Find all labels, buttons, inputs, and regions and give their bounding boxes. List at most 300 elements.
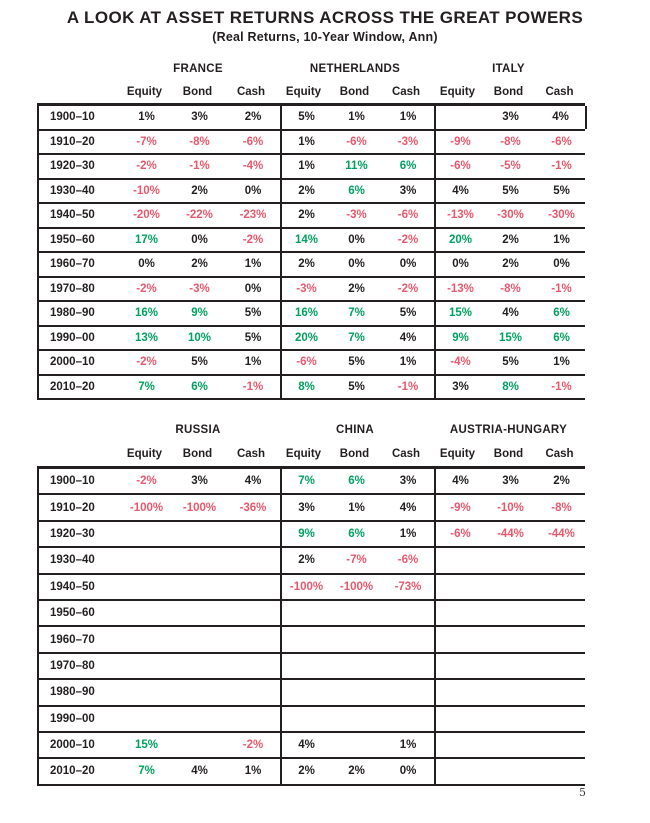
value-cell: [280, 707, 331, 731]
value-cell: -2%: [397, 233, 419, 246]
row-label: 1980–90: [50, 686, 95, 699]
value-cell: -8%: [500, 135, 521, 148]
row-label: 1920–30: [50, 160, 95, 173]
value-cell: [536, 680, 587, 704]
value-cell: [226, 575, 280, 599]
table-row: [39, 469, 585, 495]
value-cell: 4%: [399, 501, 417, 514]
value-cell: -13%: [434, 204, 485, 227]
value-cell: [280, 601, 331, 625]
value-cell: 1%: [280, 131, 331, 154]
value-cell: 2%: [502, 233, 519, 246]
column-header-row: [37, 442, 585, 466]
value-cell: -2%: [136, 160, 157, 173]
value-cell: 5%: [502, 184, 519, 197]
value-cell: 5%: [502, 356, 519, 369]
value-cell: [120, 601, 173, 625]
value-cell: 8%: [280, 376, 331, 399]
value-cell: 2%: [348, 282, 365, 295]
value-cell: 2%: [280, 548, 331, 572]
value-cell: [173, 680, 226, 704]
value-cell: 20%: [280, 327, 331, 350]
row-label: 1930–40: [50, 554, 95, 567]
column-header: Cash: [236, 448, 266, 460]
value-cell: [226, 680, 280, 704]
value-cell: [536, 575, 587, 599]
value-cell: [434, 680, 485, 704]
value-cell: 2%: [280, 253, 331, 276]
value-cell: 1%: [244, 258, 262, 271]
table-body: [37, 103, 585, 400]
column-header: Equity: [126, 448, 163, 460]
table-row: [39, 495, 585, 521]
value-cell: 4%: [280, 733, 331, 757]
value-cell: 6%: [348, 527, 365, 540]
value-cell: -3%: [189, 282, 210, 295]
value-cell: 1%: [553, 356, 570, 369]
value-cell: -3%: [397, 135, 419, 148]
value-cell: -6%: [280, 351, 331, 374]
value-cell: -6%: [434, 155, 485, 178]
row-label: 1950–60: [50, 607, 95, 620]
value-cell: 1%: [348, 501, 365, 514]
value-cell: [173, 522, 226, 546]
value-cell: -2%: [136, 475, 157, 488]
value-cell: 17%: [134, 233, 159, 246]
value-cell: -23%: [239, 209, 267, 222]
value-cell: -4%: [434, 351, 485, 374]
value-cell: [485, 733, 536, 757]
value-cell: 3%: [191, 475, 208, 488]
value-cell: 6%: [191, 380, 208, 393]
table-row: [39, 733, 585, 759]
value-cell: -7%: [346, 554, 367, 567]
value-cell: -6%: [434, 522, 485, 546]
value-cell: 1%: [280, 155, 331, 178]
table-row: [39, 253, 585, 278]
value-cell: 1%: [244, 765, 262, 778]
value-cell: -1%: [551, 160, 572, 173]
row-label: 1910–20: [50, 501, 95, 514]
table-row: [39, 601, 585, 627]
row-label: 1990–00: [50, 712, 95, 725]
value-cell: 7%: [348, 307, 365, 320]
value-cell: -6%: [346, 135, 367, 148]
value-cell: 9%: [280, 522, 331, 546]
country-header: FRANCE: [173, 63, 223, 75]
value-cell: 15%: [498, 331, 523, 344]
value-cell: 7%: [138, 765, 155, 778]
value-cell: -9%: [434, 495, 485, 519]
value-cell: [120, 680, 173, 704]
spacer: [37, 442, 118, 466]
value-cell: [331, 601, 382, 625]
value-cell: 2%: [280, 180, 331, 203]
value-cell: 3%: [280, 495, 331, 519]
table-row: [39, 376, 585, 401]
value-cell: [485, 680, 536, 704]
column-header: Bond: [493, 85, 524, 98]
value-cell: 2%: [280, 759, 331, 783]
spacer: [37, 58, 118, 80]
column-header: Bond: [339, 448, 370, 460]
value-cell: -6%: [397, 554, 419, 567]
row-label: 1980–90: [50, 307, 95, 320]
value-cell: -1%: [189, 160, 210, 173]
value-cell: 1%: [138, 111, 155, 124]
value-cell: -30%: [497, 209, 524, 222]
column-header: Cash: [545, 448, 574, 460]
value-cell: 1%: [244, 356, 262, 369]
value-cell: 13%: [134, 331, 159, 344]
value-cell: -22%: [186, 209, 213, 222]
table-row: [39, 155, 585, 180]
row-label: 2010–20: [50, 765, 95, 778]
value-cell: 11%: [345, 160, 368, 173]
value-cell: 14%: [280, 229, 331, 252]
value-cell: 7%: [348, 331, 365, 344]
value-cell: [382, 601, 434, 625]
value-cell: -36%: [239, 501, 267, 514]
spacer: [37, 418, 118, 442]
value-cell: 5%: [244, 307, 262, 320]
value-cell: [331, 733, 382, 757]
returns-table-bottom: [37, 418, 585, 786]
value-cell: [434, 601, 485, 625]
value-cell: 2%: [280, 204, 331, 227]
row-label: 1990–00: [50, 331, 95, 344]
value-cell: [536, 759, 587, 783]
value-cell: 3%: [399, 475, 417, 488]
value-cell: [536, 627, 587, 651]
value-cell: -2%: [136, 356, 157, 369]
value-cell: 1%: [399, 356, 417, 369]
value-cell: [485, 707, 536, 731]
value-cell: -10%: [497, 501, 524, 514]
value-cell: [226, 707, 280, 731]
value-cell: [120, 654, 173, 678]
value-cell: -1%: [397, 380, 419, 393]
value-cell: 0%: [244, 282, 262, 295]
value-cell: [120, 627, 173, 651]
value-cell: [280, 627, 331, 651]
value-cell: -30%: [548, 209, 575, 222]
value-cell: [434, 759, 485, 783]
value-cell: 20%: [434, 229, 485, 252]
value-cell: -2%: [136, 282, 157, 295]
page-subtitle: (Real Returns, 10-Year Window, Ann): [212, 30, 438, 44]
column-header: Bond: [182, 85, 213, 98]
value-cell: -2%: [397, 282, 419, 295]
column-header: Equity: [285, 448, 322, 460]
table-row: [39, 204, 585, 229]
column-header: Cash: [391, 85, 421, 98]
country-header-row: [37, 418, 585, 442]
value-cell: 0%: [399, 765, 417, 778]
value-cell: [434, 106, 485, 129]
value-cell: 9%: [191, 307, 208, 320]
table-row: [39, 180, 585, 205]
value-cell: 3%: [502, 475, 519, 488]
value-cell: [226, 522, 280, 546]
value-cell: [485, 601, 536, 625]
value-cell: [485, 575, 536, 599]
value-cell: [173, 601, 226, 625]
value-cell: 0%: [348, 233, 365, 246]
value-cell: [120, 548, 173, 572]
value-cell: 2%: [191, 258, 208, 271]
value-cell: [434, 733, 485, 757]
row-label: 1900–10: [50, 111, 95, 124]
value-cell: [120, 707, 173, 731]
value-cell: [434, 575, 485, 599]
country-header: CHINA: [336, 424, 374, 436]
value-cell: 2%: [244, 111, 262, 124]
row-label: 1930–40: [50, 184, 95, 197]
value-cell: 4%: [191, 765, 208, 778]
value-cell: 8%: [502, 380, 519, 393]
value-cell: [382, 707, 434, 731]
value-cell: 5%: [348, 380, 365, 393]
value-cell: 4%: [399, 331, 417, 344]
country-header: NETHERLANDS: [309, 63, 401, 75]
value-cell: [280, 680, 331, 704]
country-header-row: [37, 58, 585, 80]
value-cell: 2%: [553, 475, 570, 488]
table-row: [39, 548, 585, 574]
table-row: [39, 327, 585, 352]
row-label: 1970–80: [50, 282, 95, 295]
value-cell: -3%: [346, 209, 367, 222]
country-header: ITALY: [492, 63, 525, 75]
row-label: 2010–20: [50, 380, 95, 393]
column-header: Equity: [285, 85, 322, 98]
value-cell: 10%: [187, 331, 212, 344]
value-cell: 4%: [434, 180, 485, 203]
column-header: Bond: [339, 85, 370, 98]
value-cell: [331, 707, 382, 731]
row-label: 2000–10: [50, 356, 95, 369]
value-cell: [120, 522, 173, 546]
value-cell: [280, 654, 331, 678]
value-cell: 4%: [434, 469, 485, 493]
value-cell: [226, 627, 280, 651]
value-cell: 16%: [134, 307, 159, 320]
value-cell: 6%: [553, 307, 570, 320]
value-cell: [485, 654, 536, 678]
table-body: [37, 466, 585, 786]
value-cell: 0%: [553, 258, 570, 271]
value-cell: -6%: [551, 135, 572, 148]
value-cell: [434, 707, 485, 731]
value-cell: -6%: [242, 135, 264, 148]
value-cell: 1%: [348, 111, 365, 124]
country-header: AUSTRIA-HUNGARY: [449, 424, 568, 436]
value-cell: [120, 575, 173, 599]
value-cell: 6%: [553, 331, 570, 344]
value-cell: 1%: [399, 739, 417, 752]
value-cell: 15%: [134, 739, 159, 752]
value-cell: 4%: [244, 475, 262, 488]
row-label: 1970–80: [50, 659, 95, 672]
value-cell: -4%: [242, 160, 264, 173]
value-cell: 0%: [348, 258, 365, 271]
table-row: [39, 302, 585, 327]
value-cell: [226, 548, 280, 572]
value-cell: 0%: [244, 184, 262, 197]
value-cell: 7%: [138, 380, 155, 393]
value-cell: [536, 601, 587, 625]
page-number: 5: [579, 786, 586, 799]
value-cell: -9%: [434, 131, 485, 154]
value-cell: [173, 627, 226, 651]
table-row: [39, 106, 585, 131]
value-cell: [485, 759, 536, 783]
value-cell: -44%: [497, 527, 524, 540]
country-header: RUSSIA: [175, 424, 221, 436]
value-cell: [382, 680, 434, 704]
value-cell: 1%: [553, 233, 570, 246]
table-row: [39, 131, 585, 156]
value-cell: 3%: [502, 111, 519, 124]
table-row: [39, 707, 585, 733]
value-cell: -6%: [397, 209, 419, 222]
value-cell: [173, 654, 226, 678]
value-cell: 4%: [502, 307, 519, 320]
value-cell: 0%: [191, 233, 208, 246]
table-row: [39, 278, 585, 303]
value-cell: -100%: [129, 501, 164, 514]
value-cell: -1%: [551, 282, 572, 295]
value-cell: 6%: [348, 184, 365, 197]
column-header-row: [37, 80, 585, 103]
value-cell: [173, 707, 226, 731]
value-cell: 1%: [399, 527, 417, 540]
row-label: 1900–10: [50, 475, 95, 488]
value-cell: [173, 733, 226, 757]
value-cell: -1%: [551, 380, 572, 393]
table-row: [39, 351, 585, 376]
table-row: [39, 229, 585, 254]
value-cell: 3%: [399, 184, 417, 197]
column-header: Equity: [126, 85, 163, 98]
value-cell: 3%: [191, 111, 208, 124]
value-cell: -8%: [500, 282, 521, 295]
value-cell: [434, 654, 485, 678]
value-cell: 5%: [244, 331, 262, 344]
value-cell: 15%: [434, 302, 485, 325]
value-cell: [331, 654, 382, 678]
value-cell: 2%: [191, 184, 208, 197]
value-cell: -3%: [280, 278, 331, 301]
value-cell: 5%: [399, 307, 417, 320]
row-label: 1940–50: [50, 580, 95, 593]
table-row: [39, 680, 585, 706]
value-cell: -73%: [394, 580, 422, 593]
value-cell: 0%: [434, 253, 485, 276]
page-title: A LOOK AT ASSET RETURNS ACROSS THE GREAT POWERS: [66, 8, 584, 27]
column-header: Cash: [236, 85, 266, 98]
value-cell: [485, 627, 536, 651]
value-cell: 7%: [280, 469, 331, 493]
column-header: Equity: [439, 85, 476, 98]
value-cell: [173, 575, 226, 599]
value-cell: -8%: [551, 501, 572, 514]
column-header: Equity: [439, 448, 476, 460]
row-label: 1960–70: [50, 258, 95, 271]
spacer: [37, 80, 118, 103]
value-cell: -8%: [189, 135, 210, 148]
value-cell: [382, 627, 434, 651]
row-label: 2000–10: [50, 739, 95, 752]
value-cell: -1%: [242, 380, 264, 393]
value-cell: [382, 654, 434, 678]
value-cell: 1%: [399, 111, 417, 124]
value-cell: 6%: [399, 160, 417, 173]
row-label: 1960–70: [50, 633, 95, 646]
value-cell: -10%: [133, 184, 160, 197]
value-cell: -7%: [136, 135, 157, 148]
value-cell: -100%: [339, 580, 374, 593]
row-label: 1940–50: [50, 209, 95, 222]
value-cell: -2%: [242, 233, 264, 246]
value-cell: 6%: [348, 475, 365, 488]
value-cell: -100%: [182, 501, 217, 514]
value-cell: -20%: [133, 209, 160, 222]
column-header: Cash: [545, 85, 574, 98]
returns-table-top: [37, 58, 585, 400]
value-cell: [536, 733, 587, 757]
row-label: 1920–30: [50, 527, 95, 540]
row-label: 1950–60: [50, 233, 95, 246]
value-cell: [226, 601, 280, 625]
value-cell: 5%: [348, 356, 365, 369]
value-cell: 5%: [280, 106, 331, 129]
value-cell: 0%: [138, 258, 155, 271]
value-cell: -5%: [500, 160, 521, 173]
value-cell: 4%: [536, 106, 587, 129]
row-label: 1910–20: [50, 135, 95, 148]
value-cell: -44%: [548, 527, 575, 540]
column-header: Bond: [493, 448, 524, 460]
value-cell: [173, 548, 226, 572]
value-cell: [226, 654, 280, 678]
value-cell: [434, 548, 485, 572]
value-cell: 2%: [348, 765, 365, 778]
value-cell: 5%: [553, 184, 570, 197]
value-cell: [485, 548, 536, 572]
table-row: [39, 575, 585, 601]
value-cell: 9%: [434, 327, 485, 350]
table-row: [39, 627, 585, 653]
value-cell: 16%: [280, 302, 331, 325]
value-cell: -2%: [242, 739, 264, 752]
value-cell: [536, 707, 587, 731]
table-row: [39, 654, 585, 680]
table-row: [39, 759, 585, 785]
value-cell: 3%: [434, 376, 485, 399]
value-cell: -100%: [280, 575, 331, 599]
value-cell: [331, 680, 382, 704]
value-cell: 0%: [399, 258, 417, 271]
value-cell: 2%: [502, 258, 519, 271]
value-cell: [434, 627, 485, 651]
value-cell: [536, 654, 587, 678]
value-cell: [536, 548, 587, 572]
column-header: Bond: [182, 448, 213, 460]
column-header: Cash: [391, 448, 421, 460]
table-row: [39, 522, 585, 548]
